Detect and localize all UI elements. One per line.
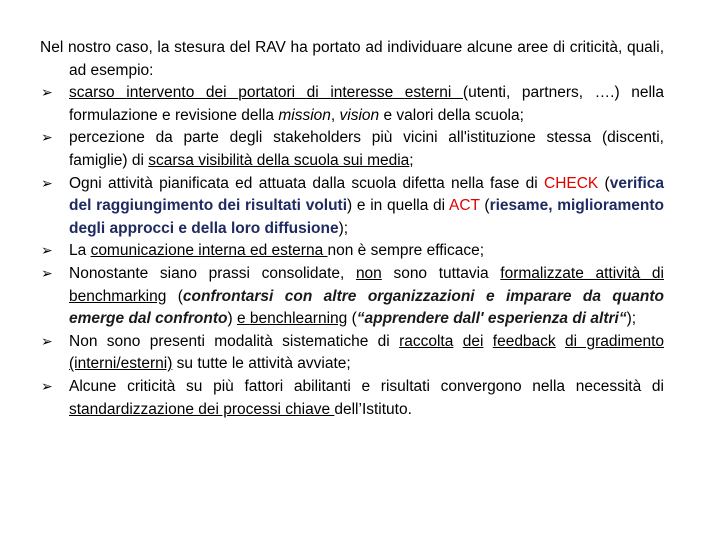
text-run: ; [409, 151, 414, 169]
text-run: e valori della scuola; [379, 106, 524, 124]
text-run: di [306, 84, 331, 102]
text-run: su tutte le attività avviate; [172, 355, 351, 373]
text-run: non è sempre efficace; [327, 242, 485, 260]
text-run: ACT [448, 197, 480, 215]
text-run: dell’Istituto. [334, 400, 412, 418]
text-run: ( [347, 310, 357, 328]
list-item [40, 127, 664, 172]
list-item [40, 240, 664, 263]
text-run: verifica del raggiungimento dei risultati voluti [69, 174, 665, 215]
arrow-bullet-icon: ➢ [41, 243, 53, 260]
text-run: confrontarsi con altre organizzazioni e imparare da quanto emerge dal confronto [69, 287, 665, 328]
arrow-bullet-icon: ➢ [41, 175, 53, 192]
text-run: ( [479, 197, 490, 215]
text-run: dei [205, 84, 239, 102]
text-run: esterni [404, 84, 463, 102]
text-run: , [330, 106, 340, 124]
text-run: ); [626, 310, 637, 328]
text-run: percezione da parte degli stakeholders più vicini all'istituzione stessa (discenti, famiglie) di [69, 129, 664, 169]
arrow-bullet-icon: ➢ [41, 130, 53, 147]
text-run: benchlearning [249, 310, 348, 328]
arrow-bullet-icon: ➢ [41, 85, 53, 102]
intro-paragraph: Nel nostro caso, la stesura del RAV ha portato ad individuare alcune aree di criticità, quali, ad esempio: [40, 39, 664, 79]
text-run: raccolta [399, 332, 454, 350]
text-run: “apprendere dall' esperienza di altri“ [356, 310, 627, 328]
text-run: Ogni attività pianificata ed attuata dalla scuola difetta nella fase di [69, 174, 544, 192]
text-run: dei [462, 332, 484, 350]
list-item [40, 82, 664, 127]
text-run: scarso [69, 84, 127, 102]
text-run: Non sono presenti modalità sistematiche di [69, 332, 400, 350]
text-run: sono tuttavia [381, 264, 501, 282]
text-run: e [236, 310, 250, 328]
text-run [556, 333, 565, 350]
text-run: ) [227, 310, 237, 328]
text-run: mission [278, 106, 331, 124]
text-run: (utenti, partners, ….) nella formulazione e revisione della [69, 84, 664, 124]
text-run: Alcune criticità su più fattori abilitanti e risultati convergono nella necessità di [69, 377, 664, 395]
text-body [40, 37, 664, 421]
list-item [40, 173, 664, 241]
text-run [453, 333, 462, 350]
text-run: ) e in quella di [347, 197, 449, 215]
text-run: non [355, 264, 382, 282]
criticality-list [40, 82, 664, 421]
text-run: scarsa visibilità della scuola sui media [148, 151, 410, 169]
text-run: interesse [330, 84, 405, 102]
arrow-bullet-icon: ➢ [41, 265, 53, 282]
text-run: di gradimento (interni/esterni) [69, 332, 665, 373]
text-run: intervento [126, 84, 206, 102]
text-run: ); [338, 219, 349, 237]
text-run: ( [598, 174, 610, 192]
text-run: standardizzazione dei processi chiave [69, 400, 335, 418]
text-run [483, 333, 492, 350]
text-run: feedback [492, 332, 556, 350]
list-item [40, 263, 664, 331]
arrow-bullet-icon: ➢ [41, 378, 53, 395]
text-run: riesame, miglioramento degli approcci e della loro diffusione [69, 197, 664, 237]
arrow-bullet-icon: ➢ [41, 333, 53, 350]
text-run: CHECK [544, 174, 599, 192]
text-run: ( [166, 287, 183, 305]
text-run: Nonostante siano prassi consolidate, [69, 264, 356, 282]
text-run: portatori [238, 84, 307, 102]
text-run: formalizzate attività di benchmarking [69, 264, 664, 305]
list-item [40, 331, 664, 376]
text-run: La [69, 242, 91, 260]
text-run: vision [339, 106, 380, 124]
text-run: comunicazione interna ed esterna [90, 242, 328, 260]
list-item [40, 376, 664, 421]
